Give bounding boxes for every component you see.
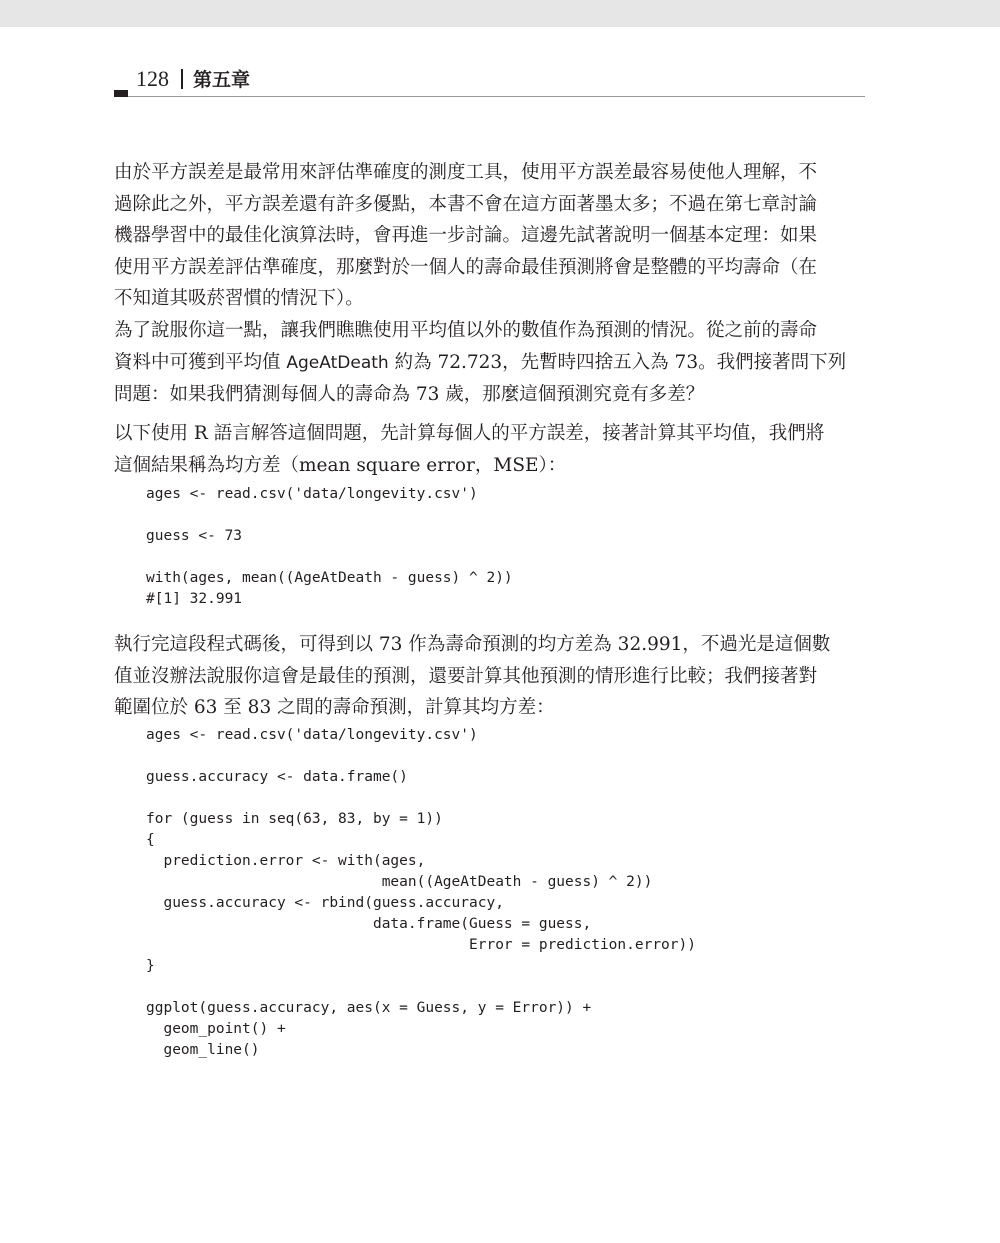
- code-line: mean((AgeAtDeath - guess) ^ 2)): [146, 874, 653, 890]
- code-line: guess.accuracy <- data.frame(): [146, 769, 408, 785]
- text-line: 這個結果稱為均方差（mean square error，MSE）：: [114, 454, 567, 476]
- text-line: 由於平方誤差是最常用來評估準確度的測度工具，使用平方誤差最容易使他人理解，不: [114, 162, 818, 183]
- text-line: 過除此之外，平方誤差還有許多優點，本書不會在這方面著墨太多；不過在第七章討論: [114, 193, 818, 215]
- code-line: for (guess in seq(63, 83, by = 1)): [146, 811, 443, 827]
- code-line: }: [146, 958, 155, 974]
- inline-code-ageatdeath: AgeAtDeath: [286, 352, 389, 373]
- header-rule: [128, 96, 865, 97]
- page-header: [114, 64, 865, 98]
- text-line: 為了說服你這一點，讓我們瞧瞧使用平均值以外的數值作為預測的情況。從之前的壽命: [114, 320, 818, 341]
- code-line: {: [146, 832, 155, 848]
- code-line: prediction.error <- with(ages,: [146, 853, 426, 869]
- paragraph-mse-intro: [114, 157, 865, 315]
- code-line: ages <- read.csv('data/longevity.csv'): [146, 727, 478, 743]
- code-block-mse: [146, 484, 846, 610]
- text-line: 範圍位於 63 至 83 之間的壽命預測，計算其均方差：: [114, 697, 555, 719]
- paragraph-compare-guesses: [114, 629, 865, 724]
- code-block-guess-loop: [146, 725, 846, 1061]
- code-line: data.frame(Guess = guess,: [146, 916, 592, 932]
- code-line: geom_point() +: [146, 1021, 286, 1037]
- code-line: ages <- read.csv('data/longevity.csv'): [146, 486, 478, 502]
- header-marker: [114, 90, 128, 97]
- code-line: ggplot(guess.accuracy, aes(x = Guess, y = Error)) +: [146, 1000, 592, 1016]
- text-line: 值並沒辦法說服你這會是最佳的預測，還要計算其他預測的情形進行比較；我們接著對: [114, 665, 818, 687]
- text-line: 問題：如果我們猜測每個人的壽命為 73 歲，那麼這個預測究竟有多差？: [114, 384, 705, 406]
- text-line: 不知道其吸菸習慣的情況下）。: [114, 288, 364, 310]
- code-line: guess <- 73: [146, 528, 243, 544]
- text-segment: 約為 72.723，先暫時四捨五入為 73。我們接著問下列: [388, 351, 847, 373]
- code-line: Error = prediction.error)): [146, 937, 696, 953]
- chapter-title: 第五章: [193, 69, 251, 91]
- header-text: [136, 66, 250, 93]
- text-line: 使用平方誤差評估準確度，那麼對於一個人的壽命最佳預測將會是整體的平均壽命（在: [114, 256, 818, 278]
- text-line-with-code: [114, 347, 865, 380]
- paragraph-r-intro: [114, 418, 865, 481]
- text-line: 機器學習中的最佳化演算法時，會再進一步討論。這邊先試著說明一個基本定理：如果: [114, 225, 818, 247]
- code-line: geom_line(): [146, 1042, 260, 1058]
- paragraph-mean-prediction: [114, 315, 865, 411]
- top-band: [0, 0, 1000, 27]
- text-line: 以下使用 R 語言解答這個問題，先計算每個人的平方誤差，接著計算其平均值，我們將: [114, 423, 825, 444]
- code-line: with(ages, mean((AgeAtDeath - guess) ^ 2)): [146, 570, 513, 586]
- page-number: 128: [136, 66, 169, 91]
- header-separator: [181, 69, 183, 89]
- text-line: 執行完這段程式碼後，可得到以 73 作為壽命預測的均方差為 32.991，不過光是這個數: [114, 634, 831, 655]
- code-line: #[1] 32.991: [146, 591, 243, 607]
- code-line: guess.accuracy <- rbind(guess.accuracy,: [146, 895, 504, 911]
- text-segment: 資料中可獲到平均值: [114, 351, 287, 373]
